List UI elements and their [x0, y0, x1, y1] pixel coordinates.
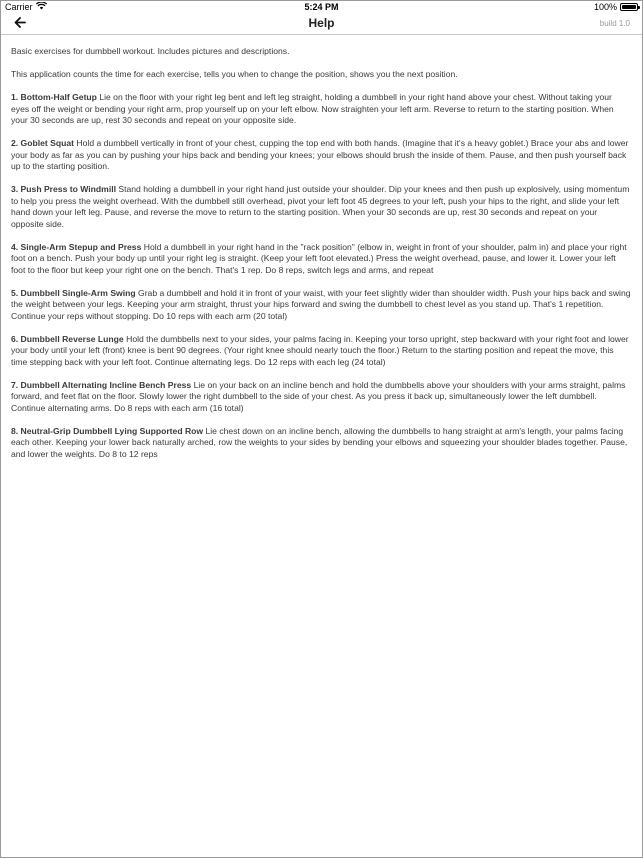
- page-title: Help: [308, 16, 335, 30]
- battery-icon: [620, 3, 638, 11]
- intro-paragraph: This application counts the time for each exercise, tells you when to change the position, shows you the next position.: [11, 69, 458, 79]
- navigation-bar: [1, 14, 642, 35]
- exercise-description: Grab a dumbbell and hold it in front of your waist, with your feet slightly wider than shoulder width. Push your hips back and swing the weight between your legs. Keeping your arm straight, thrust your hips forward and swing the dumbbell to chest level as you stand up. That's 1 repetition. Continue your reps without stopping. Do 10 reps with each arm (20 total): [11, 287, 631, 321]
- exercise-item: [11, 426, 631, 461]
- exercise-item: [11, 288, 631, 323]
- build-label: build 1.0: [599, 19, 630, 28]
- exercise-item: [11, 334, 631, 369]
- battery-fill: [622, 5, 636, 9]
- help-content: [11, 46, 631, 472]
- exercise-title: 2. Goblet Squat: [11, 138, 75, 148]
- exercise-description: Hold the dumbbells next to your sides, your palms facing in. Keeping your torso upright, step backward with your right foot and lower your body until your left (front) knee is bent 90 degrees. (Your right knee should nearly touch the floor.) Return to the starting position and repeat the move, this time stepping back with your left foot. Continue alternating legs. Do 12 reps with each leg (24 total): [11, 333, 629, 367]
- exercise-item: [11, 242, 631, 277]
- exercise-title: 3. Push Press to Windmill: [11, 184, 116, 194]
- exercise-description: Hold a dumbbell vertically in front of your chest, cupping the top end with both hands. (Imagine that it's a heavy goblet.) Brace your abs and lower your body as far as you can by pushing your hips back and bending your knees; your elbows should brush the inside of them. Pause, and then push yourself back up to the starting position.: [11, 138, 629, 171]
- exercise-description: Lie on your back on an incline bench and hold the dumbbells above your shoulders with your arms straight, palms forward, and feet flat on the floor. Slowly lower the right dumbbell to the side of your chest. As you press it back up, simultaneously lower the left dumbbell. Continue alternating arms. Do 8 reps with each arm (16 total): [11, 379, 626, 413]
- exercise-item: [11, 92, 631, 127]
- exercise-description: Hold a dumbbell in your right hand in the "rack position" (elbow in, weight in front of your shoulder, palm in) and place your right foot on a bench. Push your body up until your right leg is straight. (Keep your left foot elevated.) Press the weight overhead, pause, and lower it. Lower your left foot to the floor but keep your right one on the bench. That's 1 rep. Do 8 reps, switch legs and arms, and repeat: [11, 241, 627, 275]
- exercise-item: [11, 184, 631, 230]
- status-right: [594, 2, 638, 12]
- status-time: 5:24 PM: [304, 2, 339, 12]
- exercise-title: 6. Dumbbell Reverse Lunge: [11, 333, 124, 344]
- exercise-title: 8. Neutral-Grip Dumbbell Lying Supported Row: [11, 425, 204, 436]
- exercise-description: Lie chest down on an incline bench, allowing the dumbbells to hang straight at arm's length, your palms facing each other. Keeping your lower back naturally arched, row the weights to your sides by bending your elbows and squeezing your shoulder blades together. Pause, and lower the weights. Do 8 to 12 reps: [11, 425, 628, 459]
- exercise-description: Stand holding a dumbbell in your right hand just outside your shoulder. Dip your knees and then push up explosively, using momentum to help you press the weight overhead. With the dumbbell still overhead, pivot your left foot 45 degrees to your left, push your hips to the right, and slide your left hand down your left leg. Pause, and reverse the move to return to the starting position. When your 30 seconds are up, rest 30 seconds and repeat on your opposite side.: [11, 184, 630, 229]
- carrier-label: Carrier: [5, 2, 33, 12]
- status-bar: [1, 1, 642, 14]
- exercise-description: Lie on the floor with your right leg bent and left leg straight, holding a dumbbell in your right hand above your chest. Without taking your eyes off the weight or bending your right arm, prop yourself up on your left elbow. Now straighten your left arm. Reverse to return to the starting position. When your 30 seconds are up, rest 30 seconds and repeat on your opposite side.: [11, 92, 614, 125]
- battery-percent: 100%: [593, 2, 617, 12]
- exercise-item: [11, 138, 631, 173]
- exercise-title: 5. Dumbbell Single-Arm Swing: [11, 287, 136, 298]
- intro-paragraph: Basic exercises for dumbbell workout. Includes pictures and descriptions.: [11, 46, 290, 56]
- exercise-title: 4. Single-Arm Stepup and Press: [11, 241, 142, 252]
- exercise-item: [11, 380, 631, 415]
- exercise-title: 1. Bottom-Half Getup: [11, 92, 97, 102]
- exercise-title: 7. Dumbbell Alternating Incline Bench Press: [11, 379, 192, 390]
